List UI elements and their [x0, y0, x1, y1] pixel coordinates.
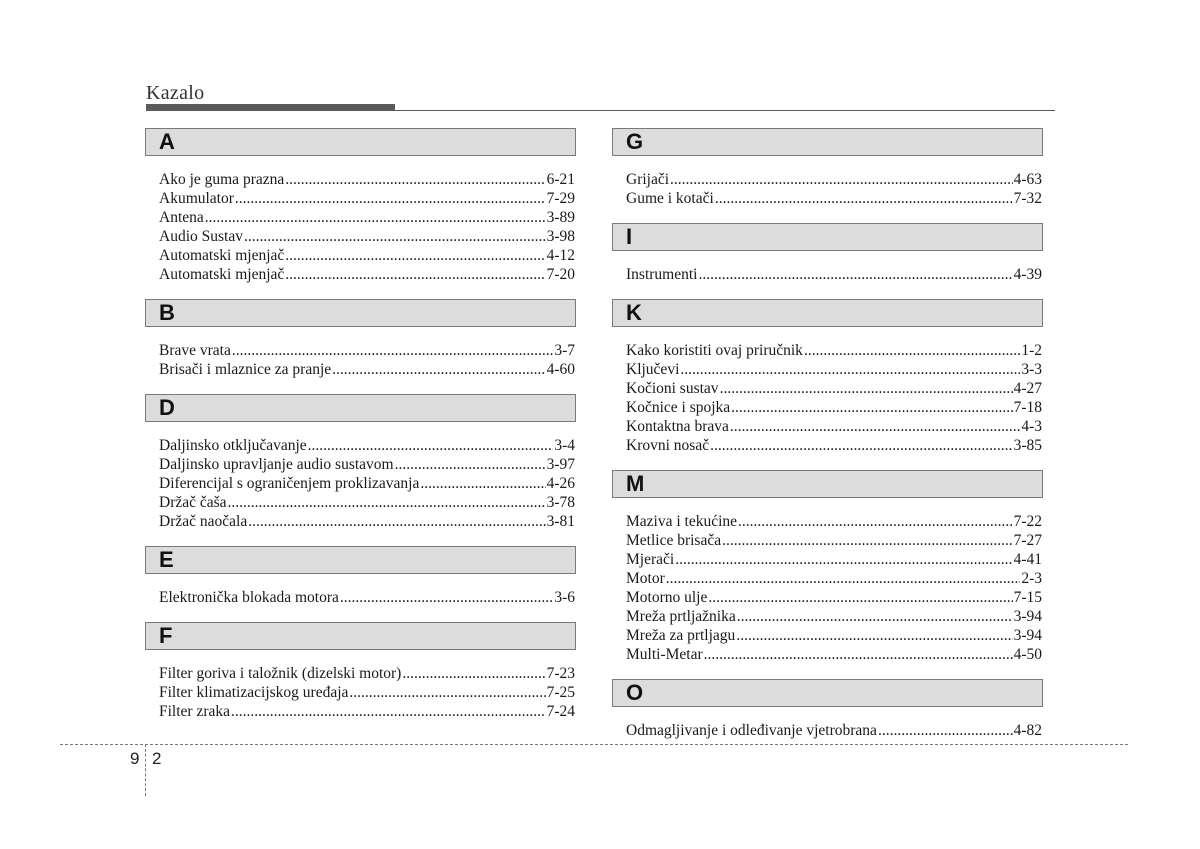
index-entry-list: [612, 251, 1043, 284]
footer-divider: [145, 744, 146, 796]
index-entry-title: Brisači i mlaznice za pranje: [159, 361, 332, 378]
dot-leader: [285, 170, 545, 189]
index-entry-page-ref: 3-7: [554, 342, 575, 359]
index-entry-page-ref: 7-24: [546, 703, 575, 720]
dot-leader: [698, 265, 1012, 284]
section-letter-header: M: [612, 470, 1043, 498]
index-entry-page-ref: 3-94: [1013, 627, 1042, 644]
page-number: 2: [152, 749, 162, 768]
index-entry[interactable]: [159, 189, 575, 208]
index-entry-title: Instrumenti: [626, 266, 698, 283]
index-entry-title: Daljinsko otključavanje: [159, 437, 307, 454]
dot-leader: [349, 683, 545, 702]
index-entry-title: Krovni nosač: [626, 437, 710, 454]
index-entry-title: Motorno ulje: [626, 589, 708, 606]
index-entry[interactable]: [159, 246, 575, 265]
dot-leader: [395, 455, 546, 474]
index-entry-title: Grijači: [626, 171, 670, 188]
index-entry[interactable]: [626, 550, 1042, 569]
dot-leader: [228, 493, 546, 512]
index-entry[interactable]: [159, 265, 575, 284]
dot-leader: [285, 246, 545, 265]
index-entry[interactable]: [626, 379, 1042, 398]
index-entry-list: [612, 156, 1043, 208]
index-entry-title: Ako je guma prazna: [159, 171, 285, 188]
index-entry-page-ref: 4-3: [1021, 418, 1042, 435]
dot-leader: [708, 588, 1012, 607]
dot-leader: [332, 360, 545, 379]
dot-leader: [804, 341, 1020, 360]
index-entry-list: [145, 156, 576, 284]
index-entry-title: Kočnice i spojka: [626, 399, 731, 416]
index-entry-page-ref: 7-15: [1013, 589, 1042, 606]
index-entry-title: Multi-Metar: [626, 646, 703, 663]
section-letter-header: D: [145, 394, 576, 422]
index-entry-list: [612, 498, 1043, 664]
index-entry-page-ref: 4-12: [546, 247, 575, 264]
index-entry-title: Audio Sustav: [159, 228, 243, 245]
index-entry-title: Automatski mjenjač: [159, 247, 285, 264]
index-entry-page-ref: 7-29: [546, 190, 575, 207]
dot-leader: [231, 702, 546, 721]
dot-leader: [730, 417, 1020, 436]
index-entry-page-ref: 2-3: [1021, 570, 1042, 587]
index-entry-page-ref: 4-27: [1013, 380, 1042, 397]
page-title: Kazalo: [146, 82, 205, 104]
index-entry-list: [145, 327, 576, 379]
index-entry-page-ref: 3-81: [546, 513, 575, 530]
dot-leader: [205, 208, 546, 227]
index-entry[interactable]: [626, 436, 1042, 455]
dot-leader: [680, 360, 1020, 379]
index-entry[interactable]: [626, 512, 1042, 531]
index-entry[interactable]: [626, 265, 1042, 284]
index-entry-page-ref: 4-82: [1013, 722, 1042, 739]
dot-leader: [731, 398, 1012, 417]
index-entry[interactable]: [626, 645, 1042, 664]
dot-leader: [720, 379, 1013, 398]
index-entry-page-ref: 3-97: [546, 456, 575, 473]
index-entry-title: Gume i kotači: [626, 190, 714, 207]
dot-leader: [248, 512, 545, 531]
index-entry[interactable]: [159, 170, 575, 189]
section-letter-header: E: [145, 546, 576, 574]
index-entry[interactable]: [159, 360, 575, 379]
index-entry-page-ref: 7-22: [1013, 513, 1042, 530]
index-entry-title: Držač čaša: [159, 494, 227, 511]
index-entry[interactable]: [159, 683, 575, 702]
index-entry[interactable]: [159, 512, 575, 531]
index-entry-list: [145, 650, 576, 721]
dot-leader: [666, 569, 1021, 588]
index-entry-title: Ključevi: [626, 361, 680, 378]
dot-leader: [670, 170, 1013, 189]
index-entry-page-ref: 7-27: [1013, 532, 1042, 549]
header-rule: [395, 110, 1055, 111]
index-entry-page-ref: 4-60: [546, 361, 575, 378]
index-entry-page-ref: 7-20: [546, 266, 575, 283]
index-entry-title: Mreža prtljažnika: [626, 608, 736, 625]
index-entry-title: Mreža za prtljagu: [626, 627, 736, 644]
index-entry[interactable]: [626, 417, 1042, 436]
dot-leader: [675, 550, 1012, 569]
section-letter-header: O: [612, 679, 1043, 707]
dot-leader: [402, 664, 545, 683]
index-entry[interactable]: [159, 436, 575, 455]
index-entry[interactable]: [159, 455, 575, 474]
index-entry-page-ref: 3-85: [1013, 437, 1042, 454]
index-entry-page-ref: 3-6: [554, 589, 575, 606]
chapter-number: 9: [130, 749, 140, 768]
index-entry[interactable]: [159, 493, 575, 512]
index-entry-page-ref: 4-50: [1013, 646, 1042, 663]
dot-leader: [340, 588, 553, 607]
index-entry[interactable]: [159, 341, 575, 360]
index-entry[interactable]: [159, 664, 575, 683]
index-entry[interactable]: [159, 208, 575, 227]
index-entry-title: Filter goriva i taložnik (dizelski motor): [159, 665, 402, 682]
dot-leader: [715, 189, 1013, 208]
index-entry-page-ref: 3-78: [546, 494, 575, 511]
index-entry-page-ref: 6-21: [546, 171, 575, 188]
section-letter-header: F: [145, 622, 576, 650]
index-entry-list: [612, 327, 1043, 455]
index-entry-page-ref: 4-41: [1013, 551, 1042, 568]
dot-leader: [235, 189, 546, 208]
index-column-left: [145, 128, 576, 721]
index-entry[interactable]: [159, 474, 575, 493]
index-section-b: [145, 299, 576, 379]
index-entry-page-ref: 1-2: [1021, 342, 1042, 359]
index-entry[interactable]: [626, 360, 1042, 379]
header-accent-bar: [146, 104, 395, 111]
index-entry-list: [145, 574, 576, 607]
index-entry[interactable]: [626, 569, 1042, 588]
dot-leader: [285, 265, 545, 284]
dot-leader: [738, 512, 1013, 531]
index-entry-title: Filter zraka: [159, 703, 231, 720]
index-entry[interactable]: [159, 227, 575, 246]
index-entry-page-ref: 4-26: [546, 475, 575, 492]
index-section-f: [145, 622, 576, 721]
index-entry-title: Mjerači: [626, 551, 675, 568]
index-entry[interactable]: [626, 189, 1042, 208]
index-entry-title: Brave vrata: [159, 342, 231, 359]
index-entry-list: [612, 707, 1043, 740]
index-entry-title: Automatski mjenjač: [159, 266, 285, 283]
index-entry-title: Antena: [159, 209, 204, 226]
index-entry[interactable]: [159, 702, 575, 721]
dot-leader: [710, 436, 1013, 455]
index-section-i: [612, 223, 1043, 284]
section-letter-header: B: [145, 299, 576, 327]
index-entry[interactable]: [626, 607, 1042, 626]
dot-leader: [232, 341, 553, 360]
index-entry[interactable]: [626, 531, 1042, 550]
index-entry-title: Diferencijal s ograničenjem proklizavanja: [159, 475, 420, 492]
index-entry[interactable]: [626, 626, 1042, 645]
index-entry-title: Kočioni sustav: [626, 380, 719, 397]
dot-leader: [737, 607, 1013, 626]
section-letter-header: G: [612, 128, 1043, 156]
index-entry-title: Filter klimatizacijskog uređaja: [159, 684, 349, 701]
index-entry-title: Kontaktna brava: [626, 418, 729, 435]
index-entry-page-ref: 7-18: [1013, 399, 1042, 416]
index-entry-title: Elektronička blokada motora: [159, 589, 339, 606]
index-entry-title: Akumulator: [159, 190, 234, 207]
section-letter-header: K: [612, 299, 1043, 327]
index-entry-page-ref: 3-98: [546, 228, 575, 245]
index-entry[interactable]: [626, 170, 1042, 189]
index-entry[interactable]: [159, 588, 575, 607]
index-entry-page-ref: 4-39: [1013, 266, 1042, 283]
index-entry-page-ref: 3-3: [1021, 361, 1042, 378]
index-entry-page-ref: 7-23: [546, 665, 575, 682]
index-entry[interactable]: [626, 721, 1042, 740]
dot-leader: [308, 436, 554, 455]
dot-leader: [878, 721, 1013, 740]
index-section-o: [612, 679, 1043, 740]
index-entry-page-ref: 3-94: [1013, 608, 1042, 625]
index-entry-list: [145, 422, 576, 531]
index-entry-page-ref: 7-32: [1013, 190, 1042, 207]
index-entry-page-ref: 3-89: [546, 209, 575, 226]
index-section-m: [612, 470, 1043, 664]
index-entry-page-ref: 3-4: [554, 437, 575, 454]
footer-rule: [60, 744, 1128, 745]
index-section-e: [145, 546, 576, 607]
dot-leader: [722, 531, 1012, 550]
index-entry[interactable]: [626, 588, 1042, 607]
index-entry[interactable]: [626, 341, 1042, 360]
index-column-right: [612, 128, 1043, 740]
dot-leader: [736, 626, 1012, 645]
index-entry-title: Odmagljivanje i odleđivanje vjetrobrana: [626, 722, 877, 739]
index-entry-title: Motor: [626, 570, 665, 587]
index-entry-title: Držač naočala: [159, 513, 248, 530]
dot-leader: [420, 474, 545, 493]
index-entry-title: Kako koristiti ovaj priručnik: [626, 342, 803, 359]
index-entry-title: Daljinsko upravljanje audio sustavom: [159, 456, 394, 473]
section-letter-header: I: [612, 223, 1043, 251]
section-letter-header: A: [145, 128, 576, 156]
index-entry-page-ref: 7-25: [546, 684, 575, 701]
dot-leader: [244, 227, 546, 246]
index-section-k: [612, 299, 1043, 455]
index-entry[interactable]: [626, 398, 1042, 417]
index-entry-title: Metlice brisača: [626, 532, 722, 549]
index-section-a: [145, 128, 576, 284]
dot-leader: [704, 645, 1013, 664]
index-section-g: [612, 128, 1043, 208]
index-entry-title: Maziva i tekućine: [626, 513, 738, 530]
index-entry-page-ref: 4-63: [1013, 171, 1042, 188]
index-section-d: [145, 394, 576, 531]
